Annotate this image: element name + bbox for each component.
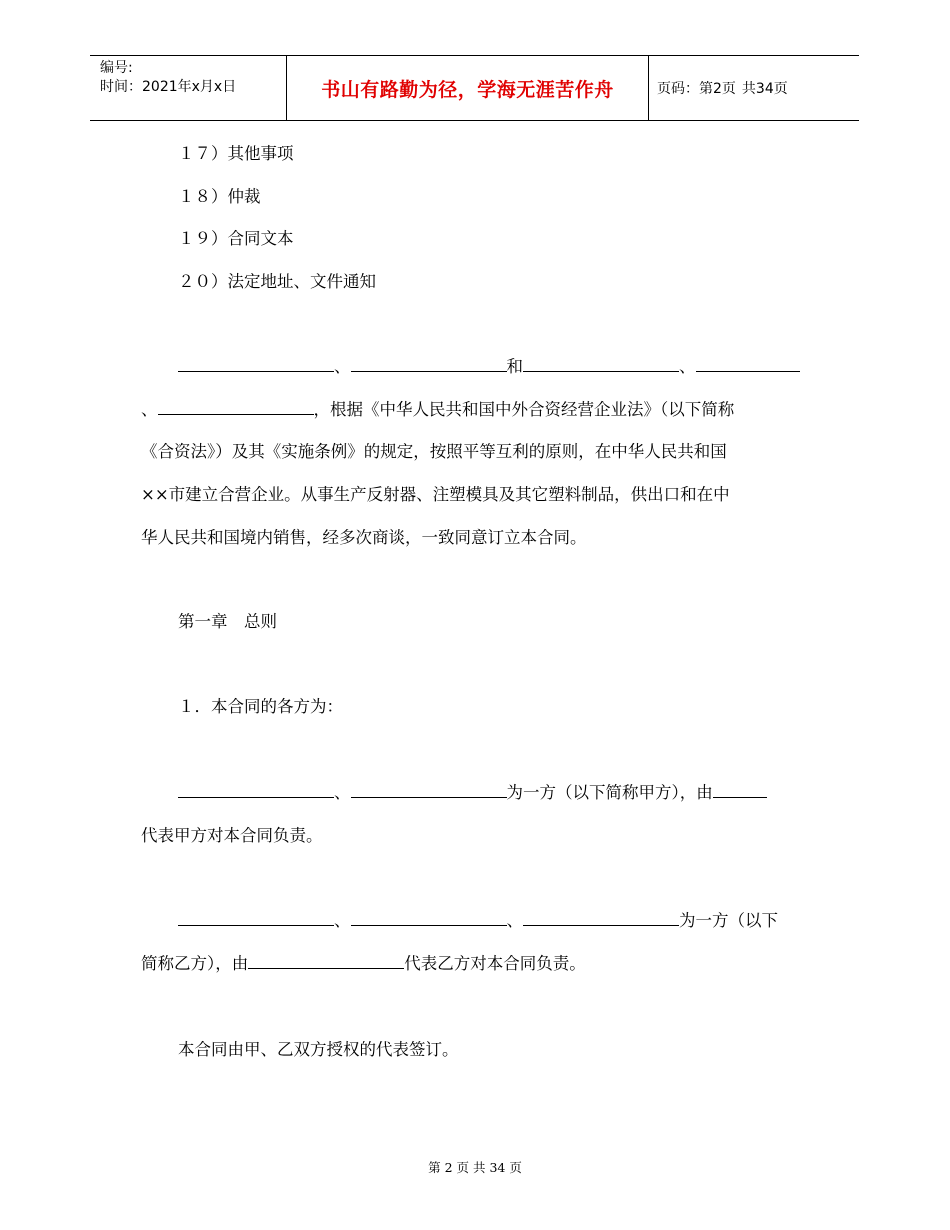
- separator: 、: [141, 400, 158, 419]
- party-b-text: 为一方（以下: [679, 911, 778, 930]
- header-meta: [90, 56, 286, 120]
- toc-item-17: １７）其他事项: [178, 144, 294, 163]
- header-page-total: 共34页: [741, 81, 788, 97]
- article-1: １．本合同的各方为：: [178, 697, 343, 716]
- blank-field[interactable]: [523, 910, 679, 926]
- party-b-text-pre: 简称乙方），由: [141, 954, 249, 973]
- preamble-line-4: ××市建立合营企业。从事生产反射器、注塑模具及其它塑料制品，供出口和在中: [141, 485, 730, 504]
- header-motto: 书山有路勤为径，学海无涯苦作舟: [286, 56, 649, 120]
- document-time-label: 时间：2021年x月x日: [100, 79, 237, 95]
- toc-item-20: ２０）法定地址、文件通知: [178, 272, 376, 291]
- blank-field[interactable]: [696, 356, 800, 372]
- signing-statement: 本合同由甲、乙双方授权的代表签订。: [178, 1040, 459, 1059]
- preamble-line-3: 《合资法》）及其《实施条例》的规定，按照平等互利的原则，在中华人民共和国: [141, 442, 727, 461]
- blank-field[interactable]: [713, 782, 767, 798]
- preamble-text: ，根据《中华人民共和国中外合资经营企业法》（以下简称: [313, 400, 735, 419]
- blank-field[interactable]: [158, 399, 314, 415]
- chapter-title: 第一章 总则: [178, 612, 277, 631]
- blank-field[interactable]: [248, 953, 404, 969]
- preamble-line-2: [141, 399, 734, 421]
- party-b-line-1: [178, 910, 778, 932]
- party-a-text: 为一方（以下简称甲方），由: [506, 783, 713, 802]
- page-footer: 第 2 页 共 34 页: [428, 1160, 522, 1175]
- toc-item-19: １９）合同文本: [178, 229, 294, 248]
- party-a-line-1: [178, 782, 767, 804]
- blank-field[interactable]: [178, 910, 334, 926]
- separator: 、: [334, 357, 351, 376]
- blank-field[interactable]: [351, 782, 507, 798]
- header-page-info: [649, 56, 859, 120]
- separator: 、: [506, 911, 523, 930]
- separator: 、: [334, 783, 351, 802]
- blank-field[interactable]: [351, 910, 507, 926]
- header-page-number: 页码：第2页: [657, 81, 736, 97]
- blank-field[interactable]: [178, 782, 334, 798]
- blank-field[interactable]: [178, 356, 334, 372]
- preamble-line-1: [178, 356, 800, 378]
- party-a-line-2: 代表甲方对本合同负责。: [141, 826, 323, 845]
- page-header: [90, 55, 859, 121]
- separator: 、: [334, 911, 351, 930]
- toc-item-18: １８）仲裁: [178, 187, 261, 206]
- blank-field[interactable]: [523, 356, 679, 372]
- separator: 、: [679, 357, 696, 376]
- party-b-text-post: 代表乙方对本合同负责。: [404, 954, 586, 973]
- conjunction: 和: [506, 357, 523, 376]
- document-number-label: 编号:: [100, 60, 133, 76]
- party-b-line-2: [141, 953, 586, 975]
- blank-field[interactable]: [351, 356, 507, 372]
- preamble-line-5: 华人民共和国境内销售，经多次商谈，一致同意订立本合同。: [141, 528, 587, 547]
